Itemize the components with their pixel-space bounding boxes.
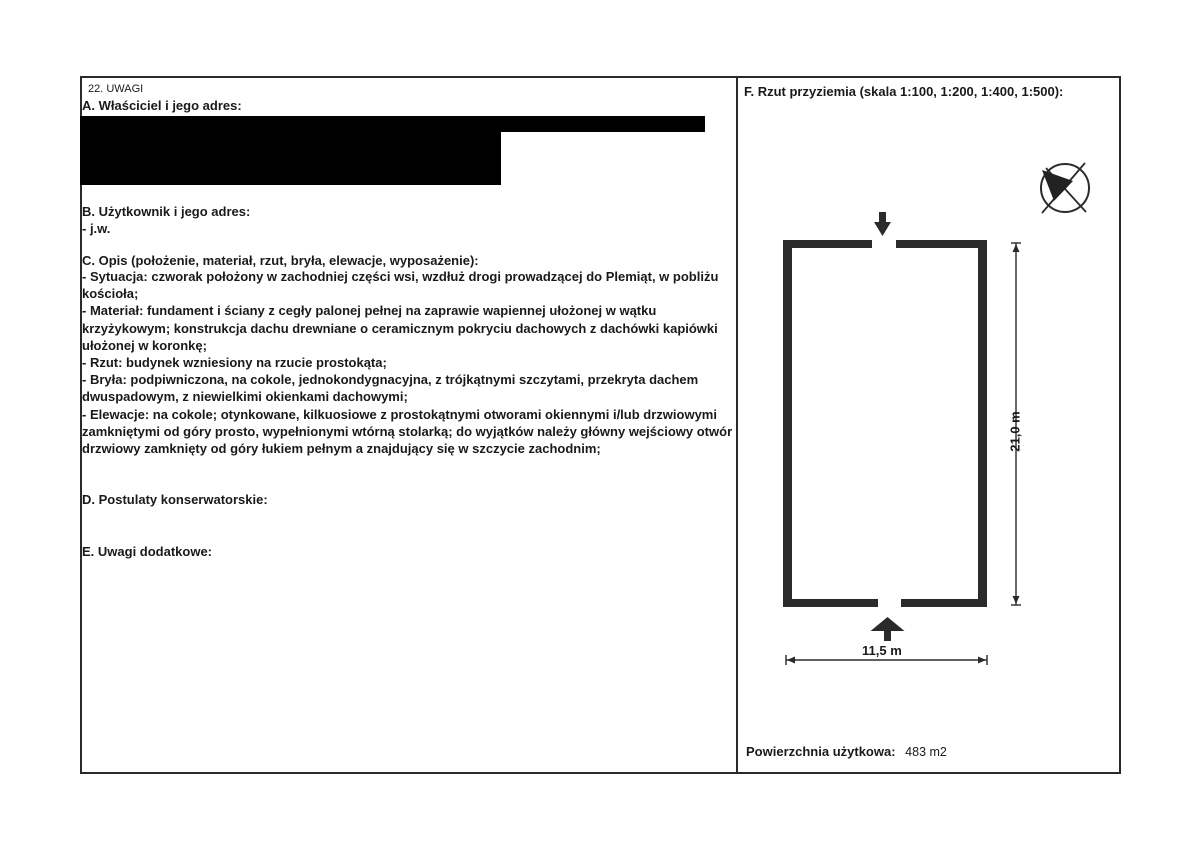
- owner-heading: A. Właściciel i jego adres:: [82, 98, 242, 113]
- width-dimension-label: 11,5 m: [862, 643, 902, 658]
- description-heading: C. Opis (położenie, materiał, rzut, bryła, elewacje, wyposażenie):: [82, 253, 479, 268]
- additional-notes-heading: E. Uwagi dodatkowe:: [82, 544, 213, 559]
- description-item-material: - Materiał: fundament i ściany z cegły palonej pełnej na zaprawie wapiennej ułożonej w wątku krzyżykowym; konstrukcja dachu drewniane o ceramicznym pokryciu dachowych z dachówki kapiówki ułożonej w koronkę;: [82, 303, 718, 353]
- user-heading: B. Użytkownik i jego adres:: [82, 204, 251, 219]
- usable-area-label: Powierzchnia użytkowa:: [746, 744, 896, 759]
- conservation-postulates-heading: D. Postulaty konserwatorskie:: [82, 492, 268, 507]
- description-item-situation: - Sytuacja: czworak położony w zachodniej części wsi, wzdłuż drogi prowadzącej do Plemiąt, w pobliżu kościoła;: [82, 269, 719, 302]
- usable-area-row: [746, 744, 947, 759]
- description-item-elevations: - Elewacje: na cokole; otynkowane, kilkuosiowe z prostokątnymi otworami okiennymi i/lub drzwiowymi zamkniętymi od góry prosto, wypełnionymi wtórną stolarką; do wyjątków należy główny wejściowy otwór drzwiowy zamknięty od góry łukiem pełnym a znajdujący się w szczycie zachodnim;: [82, 406, 733, 457]
- usable-area-value: 483 m2: [905, 745, 947, 759]
- description-item-body: - Bryła: podpiwniczona, na cokole, jednokondygnacyjna, z trójkątnymi szczytami, przekryta dachem dwuspadowym, z niewielkimi okienkami dachowymi;: [82, 372, 699, 405]
- ground-plan-heading: F. Rzut przyziemia (skala 1:100, 1:200, 1:400, 1:500):: [744, 84, 1064, 99]
- entrance-arrow-bottom-icon: [871, 617, 905, 641]
- description-item-plan: - Rzut: budynek wzniesiony na rzucie prostokąta;: [82, 355, 387, 371]
- building-outline: [783, 240, 987, 607]
- length-dimension-label: 21,0 m: [1007, 411, 1023, 452]
- section-number-label: 22. UWAGI: [88, 83, 144, 95]
- entrance-arrow-top-icon: [874, 212, 891, 236]
- north-arrow-icon: [1041, 163, 1089, 213]
- user-content: - j.w.: [82, 221, 111, 236]
